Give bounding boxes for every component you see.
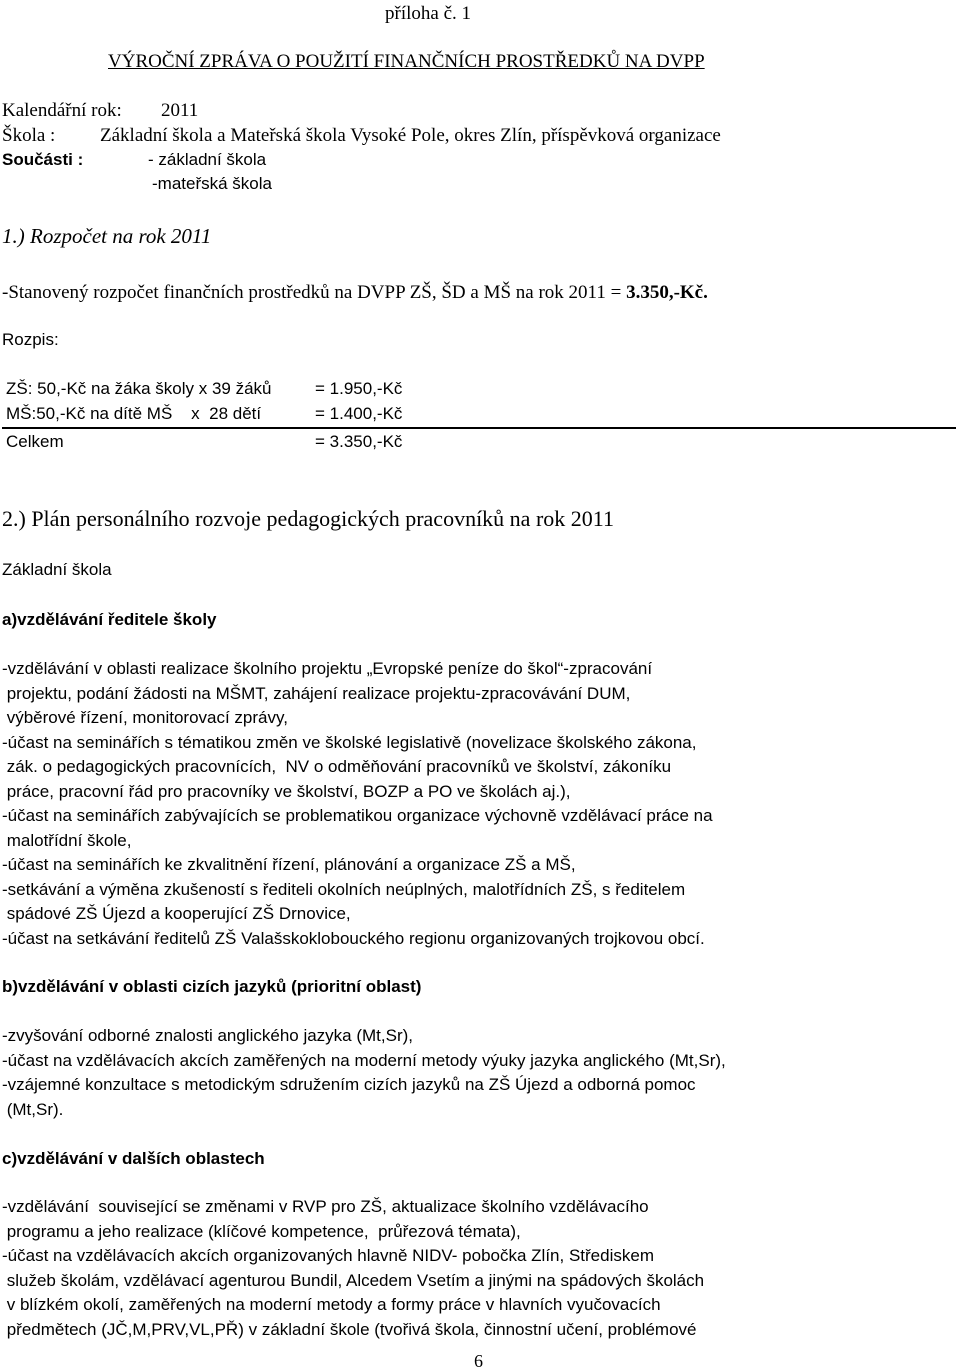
year-label: Kalendářní rok:: [2, 100, 122, 121]
school-label: Škola :: [2, 125, 56, 146]
total-divider: [2, 427, 956, 429]
plan-line: -vzájemné konzultace s metodickým sdružením cizích jazyků na ZŠ Újezd a odborná pomoc: [2, 1075, 696, 1094]
plan-line: předmětech (JČ,M,PRV,VL,PŘ) v základní škole (tvořivá škola, činnostní učení, problémové: [2, 1320, 697, 1339]
breakdown-label: Rozpis:: [2, 330, 59, 349]
plan-line: -účast na seminářích s tématikou změn ve školské legislativě (novelizace školského zákona,: [2, 733, 697, 752]
part-item: - základní škola: [148, 150, 267, 169]
breakdown-row-label: ZŠ: 50,-Kč na žáka školy x 39 žáků: [6, 379, 272, 398]
subsection-heading-b: b)vzdělávání v oblasti cizích jazyků (prioritní oblast): [2, 977, 422, 996]
school-type: Základní škola: [2, 560, 112, 579]
plan-line: -účast na seminářích zabývajících se problematikou organizace výchovně vzdělávací práce na: [2, 806, 713, 825]
breakdown-row-value: = 1.400,-Kč: [315, 404, 403, 423]
section-heading-plan: 2.) Plán personálního rozvoje pedagogických pracovníků na rok 2011: [2, 506, 614, 531]
plan-line: -vzdělávání související se změnami v RVP pro ZŠ, aktualizace školního vzdělávacího: [2, 1197, 649, 1216]
subsection-heading-a: a)vzdělávání ředitele školy: [2, 610, 217, 629]
plan-line: programu a jeho realizace (klíčové kompetence, průřezová témata),: [2, 1222, 521, 1241]
budget-text: -Stanovený rozpočet finančních prostředků na DVPP ZŠ, ŠD a MŠ na rok 2011 = 3.350,-Kč.: [2, 282, 708, 303]
plan-line: služeb školám, vzdělávací agenturou Bundil, Alcedem Vsetím a jinými na spádových školách: [2, 1271, 705, 1290]
plan-line: -účast na seminářích ke zkvalitnění řízení, plánování a organizace ZŠ a MŠ,: [2, 855, 576, 874]
plan-line: (Mt,Sr).: [2, 1100, 64, 1119]
plan-line: malotřídní škole,: [2, 831, 132, 850]
plan-line: -setkávání a výměna zkušeností s řediteli okolních neúplných, malotřídních ZŠ, s ředitelem: [2, 880, 686, 899]
breakdown-row-label: Celkem: [6, 432, 64, 451]
page-number: 6: [474, 1351, 483, 1371]
document-title: VÝROČNÍ ZPRÁVA O POUŽITÍ FINANČNÍCH PROSTŘEDKŮ NA DVPP: [108, 51, 705, 72]
plan-line: -zvyšování odborné znalosti anglického jazyka (Mt,Sr),: [2, 1026, 414, 1045]
breakdown-row-value: = 3.350,-Kč: [315, 432, 403, 451]
plan-line: spádové ZŠ Újezd a kooperující ZŠ Drnovice,: [2, 904, 351, 923]
plan-line: v blízkém okolí, zaměřených na moderní metody a formy práce v hlavních vyučovacích: [2, 1295, 661, 1314]
plan-line: výběrové řízení, monitorovací zprávy,: [2, 708, 288, 727]
breakdown-row-label: MŠ:50,-Kč na dítě MŠ x 28 dětí: [6, 404, 262, 423]
part-item: -mateřská škola: [152, 174, 272, 193]
breakdown-row-value: = 1.950,-Kč: [315, 379, 403, 398]
year-value: 2011: [161, 100, 199, 121]
school-value: Základní škola a Mateřská škola Vysoké Pole, okres Zlín, příspěvková organizace: [100, 125, 721, 146]
plan-line: zák. o pedagogických pracovnících, NV o odměňování pracovníků ve školství, zákoníku: [2, 757, 672, 776]
plan-line: projektu, podání žádosti na MŠMT, zahájení realizace projektu-zpracovávání DUM,: [2, 684, 631, 703]
parts-label: Součásti :: [2, 150, 84, 169]
plan-line: -účast na setkávání ředitelů ZŠ Valašskoklobouckého regionu organizovaných trojkovou obcí.: [2, 929, 705, 948]
plan-line: -účast na vzdělávacích akcích organizovaných hlavně NIDV- pobočka Zlín, Střediskem: [2, 1246, 654, 1265]
plan-line: -účast na vzdělávacích akcích zaměřených na moderní metody výuky jazyka anglického (Mt,Sr),: [2, 1051, 726, 1070]
subsection-heading-c: c)vzdělávání v dalších oblastech: [2, 1149, 265, 1168]
plan-line: práce, pracovní řád pro pracovníky ve školství, BOZP a PO ve školách aj.),: [2, 782, 571, 801]
section-heading-budget: 1.) Rozpočet na rok 2011: [2, 224, 212, 248]
attachment-label: příloha č. 1: [385, 3, 472, 24]
budget-total: 3.350,-Kč.: [626, 282, 708, 303]
plan-line: -vzdělávání v oblasti realizace školního projektu „Evropské peníze do škol“-zpracování: [2, 659, 653, 678]
